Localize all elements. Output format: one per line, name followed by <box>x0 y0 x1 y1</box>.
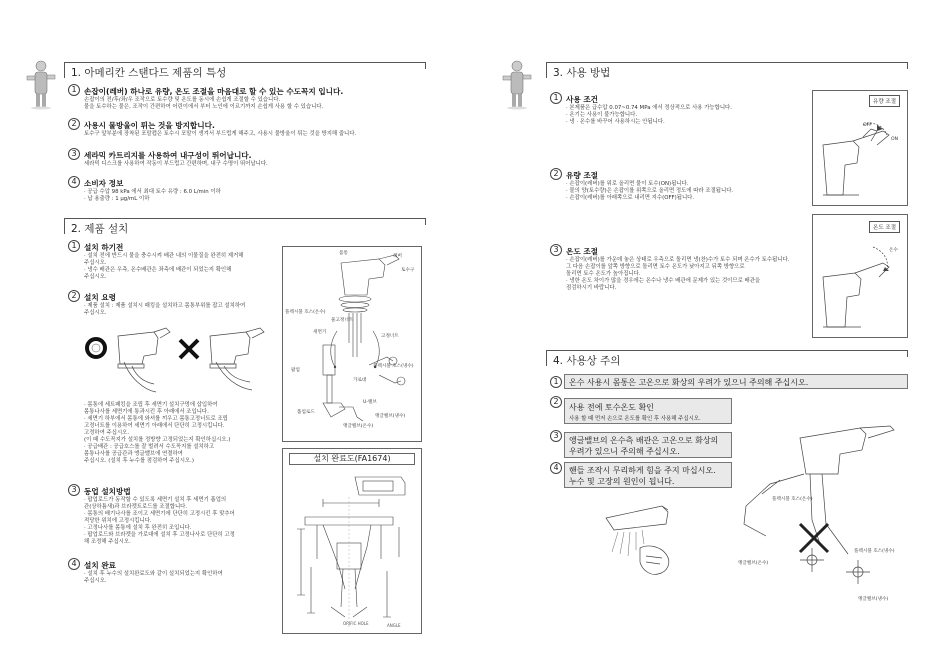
install-step-title: 동업 설치방법 <box>84 487 131 496</box>
install-hands-illustration <box>84 318 278 398</box>
feature-title: 손잡이(레버) 하나로 유량, 온도 조절을 마음대로 할 수 있는 수도꼭지 입니다. <box>84 87 344 96</box>
caution-text: 온수 사용시 몸통은 고온으로 화상의 우려가 있으니 주의해 주십시오. <box>569 378 809 387</box>
hose-hot-label: 플렉시블 호스(온수) <box>772 497 813 502</box>
caution-text: 누수 및 고장의 원인이 됩니다. <box>569 477 675 486</box>
caution-subtext: 사용 할 때 먼저 손으로 온도를 확인 후 사용해 주십시오. <box>569 416 701 422</box>
part-label: U-밸브 <box>363 400 377 405</box>
feature-title: 소비자 정보 <box>84 179 124 188</box>
install-step-text: · 제품 설치 : 제품 설치시 패킹을 설치하고 몸통부위를 잡고 설치하여 주십시오. <box>84 303 246 316</box>
flow-control-figure <box>812 90 908 206</box>
temperature-control-tag: 온도 조절 <box>869 221 900 233</box>
usage-text: · 손잡이(레버)를 가운데 놓은 상태로 우측으로 돌리면 냉(찬)수가 토수 되며 온수가 토수됩니다. 그 다음 손잡이를 앞쪽 방향으로 돌리면 토수 온도가 낮아지고 뒤쪽 방향으로 돌리면 토수 온도가 높아집니다. · 냉한 온도 차이가 많을 경우에는 온수나 냉수 배관에 문제가 있는 것이므로 배관을 점검하시기 바랍니다. <box>566 257 790 291</box>
feature-title: 사용시 물방울이 튀는 것을 방지합니다. <box>84 121 215 130</box>
item-number: 2 <box>68 290 80 302</box>
caution-box <box>564 374 908 389</box>
usage-title: 유량 조절 <box>566 171 598 180</box>
section2-title: 2. 제품 설치 <box>71 223 129 235</box>
svg-text:ANGLE: ANGLE <box>387 623 401 628</box>
section4-title: 4. 사용상 주의 <box>553 355 621 367</box>
part-label: 물고정너트 <box>331 318 354 323</box>
caution-box <box>564 462 732 488</box>
part-label: 가로대 <box>353 378 367 383</box>
usage-title: 사용 조건 <box>566 95 598 104</box>
section1-header <box>64 62 426 78</box>
mascot-figure-icon <box>24 58 58 110</box>
caution-text: 우려가 있으니 주의해 주십시오. <box>569 447 680 456</box>
usage-text: · 본제품은 급수압 0.07~0.74 MPa 에서 정상적으로 사용 가능합니다. · 온기는 사용이 불가능합니다. · 냉 · 온수를 바꾸어 사용하시는 안됩니다. <box>566 105 732 125</box>
item-number: 3 <box>68 484 80 496</box>
caution-box <box>564 432 732 458</box>
section3-header <box>546 62 908 78</box>
item-number: 2 <box>550 168 562 180</box>
item-number: 2 <box>68 118 80 130</box>
off-label: OFF <box>863 123 872 128</box>
part-label: 앵글밸브(온수) <box>343 424 374 429</box>
item-number: 1 <box>68 240 80 252</box>
part-label: 플렉시블 호스(냉수) <box>373 364 414 369</box>
svg-text:ORIFIC HOLE: ORIFIC HOLE <box>343 621 369 626</box>
item-number: 1 <box>68 84 80 96</box>
completion-title: 설치 완료도(FA1674) <box>289 453 415 465</box>
item-number: 1 <box>550 92 562 104</box>
part-label: 토수구 <box>401 268 415 273</box>
item-number: 4 <box>68 176 80 188</box>
item-number: 4 <box>68 558 80 570</box>
mascot-figure-icon <box>500 58 534 110</box>
part-label: 레버 <box>393 254 402 259</box>
part-label: 폽업로드 <box>297 410 315 415</box>
caution-text: 핸들 조작시 무리하게 힘을 주지 마십시오. <box>569 466 716 475</box>
install-step-title: 설치 요령 <box>84 293 116 302</box>
section1-title: 1. 아메리칸 스탠다드 제품의 특성 <box>71 67 227 79</box>
install-step-text: · 설치 후 누수의 설치완료도와 같이 설치되었는지 확인하여 주십시오. <box>84 571 223 584</box>
install-step-title: 설치 완료 <box>84 561 116 570</box>
valve-cold-label: 앵글밸브(냉수) <box>858 597 889 602</box>
part-label: 세면기 <box>313 330 327 335</box>
temperature-control-figure <box>812 214 908 338</box>
usage-title: 온도 조절 <box>566 247 598 256</box>
install-step-text: · 설치 전에 반드시 물을 충수시켜 배관 내의 이물질을 완전히 제거해 주십시오. · 냉수 배관은 우측, 온수배관은 좌측에 배관이 되었는지 확인해 주십시오. <box>84 253 244 280</box>
item-number: 3 <box>68 148 80 160</box>
part-label: 고정너트 <box>381 334 399 339</box>
completion-technical-drawing <box>283 467 421 633</box>
hand-under-faucet-illustration <box>596 496 706 586</box>
lever-faucet-drawing <box>813 91 907 205</box>
feature-title: 세라믹 카트리지를 사용하여 내구성이 뛰어납니다. <box>84 151 252 160</box>
install-step-title: 설치 하기전 <box>84 243 124 252</box>
caution-box <box>564 398 732 424</box>
section3-title: 3. 사용 방법 <box>553 67 611 79</box>
part-label: 플렉시블 호스(온수) <box>285 310 326 315</box>
install-step-text: · 팝업로드가 동작할 수 있도록 세면기 설치 후 세면기 폽업의 관(상하틈새)과 브라켓트로드를 조절합니다. · 몸통의 배기나사를 조이고 세면기에 단단히 고정시킨 후 맞추어 적당한 위치에 고정시킵니다. · 고정나사를 몸통에 설치 후 완전히 조입니다. · 팝업로드와 브라켓을 가로대에 설치 후 고정나사로 단단히 고정 해 조정해 주십시오. <box>84 497 235 545</box>
install-procedure-text: · 몸통에 세트패킹을 조립 후 세면기 설치구멍에 삽입하여 몸통나사를 세면기에 통과시킨 후 아래에서 조입니다. · 세면기 하부에서 몸통에 와셔를 끼우고 몸통고정너트로 조립 고정너트를 이용하여 세면기 아래에서 단단히 고정시킵니다. 고정하여 주십시오. (이 때 수도꼭지가 설치를 정방향 고정되었는지 확인하십시오.) · 공급배관 : 공급호스를 잘 벌려서 수도꼭지를 설치하고 몸통나사를 공급관과 앵글밸브에 연결하여 주십시오. (설치 후 누수를 점검하여 주십시오.) <box>84 402 231 464</box>
section4-header <box>546 350 908 366</box>
valve-hot-label: 앵글밸브(온수) <box>738 561 769 566</box>
item-number: 2 <box>550 396 562 408</box>
angle-valve-illustration <box>740 424 908 604</box>
exploded-parts-diagram <box>282 246 422 442</box>
flow-control-tag: 유량 조절 <box>869 95 900 107</box>
part-label: 팝업 <box>291 368 300 373</box>
completion-diagram <box>282 448 422 634</box>
part-label: 몸통 <box>339 251 348 256</box>
hot-water-label: 온수 <box>889 248 898 253</box>
item-number: 4 <box>550 462 562 474</box>
feature-text: 세라믹 디스크를 사용하여 작동이 부드럽고 간편하며, 내구 수명이 뛰어납니다. <box>84 161 268 167</box>
feature-text: 손잡이의 전/후/좌/우 조작으로 토수량 및 온도를 동시에 손쉽게 조절할 수 있습니다. 물을 토수하는 물은, 조작이 간편하여 어린이에서 부터 노인에 이르기까지 손쉽게 사용 할 수 있습니다. <box>84 97 324 110</box>
section2-header <box>64 218 426 234</box>
item-number: 3 <box>550 430 562 442</box>
item-number: 3 <box>550 244 562 256</box>
caution-text: 앵글밸브의 온수측 배관은 고온으로 화상의 <box>569 436 719 445</box>
feature-text: 토수구 앞부분에 장착된 포말캡은 토수시 포말이 생겨서 부드럽게 해주고, 사용시 물방울이 튀는 것을 방지해 줍니다. <box>84 131 357 137</box>
item-number: 1 <box>550 376 562 388</box>
usage-text: · 손잡이(레버)를 위로 올리면 물이 토수(ON)됩니다. · 물의 양(토수량)은 손잡이를 위쪽으로 올리면 정도에 따라 조절됩니다. · 손잡이(레버)를 아래쪽으로 내리면 지수(OFF)됩니다. <box>566 181 734 201</box>
part-label: 앵글밸브(냉수) <box>375 414 406 419</box>
lever-faucet-drawing <box>813 215 907 337</box>
on-label: ON <box>891 137 899 142</box>
hose-cold-label: 플렉시블 호스(냉수) <box>854 549 895 554</box>
caution-text: 사용 전에 토수온도 확인 <box>569 403 654 412</box>
feature-text: · 공급 수압 98 kPa 에서 최대 토수 유량 : 6.0 L/min 이하 · 납 용출량 : 1 μg/mL 이하 <box>84 189 221 202</box>
